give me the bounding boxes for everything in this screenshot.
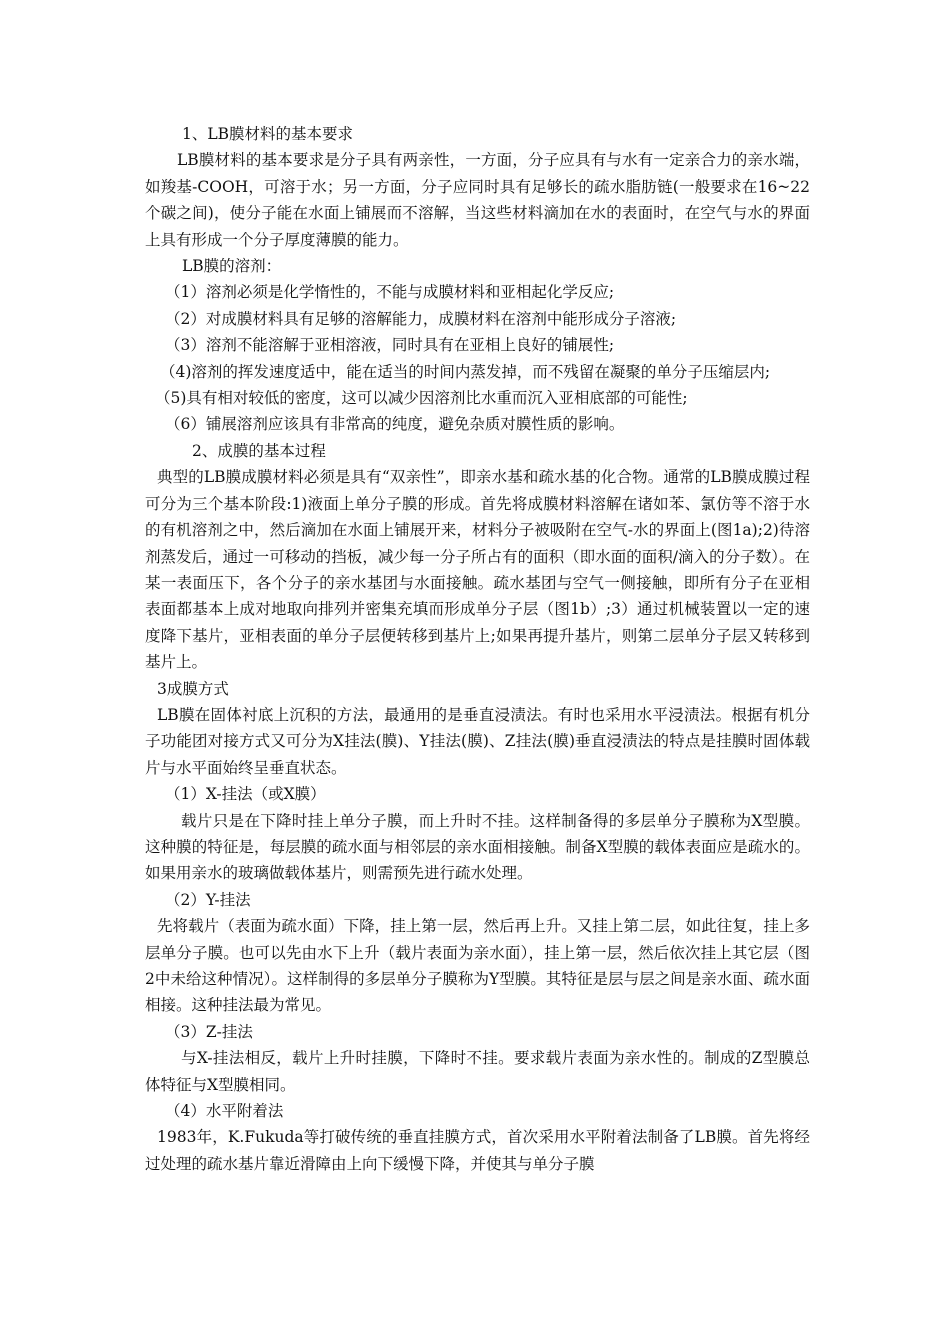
list-item-solvent-2: （2）对成膜材料具有足够的溶解能力，成膜材料在溶剂中能形成分子溶液; <box>165 309 677 328</box>
paragraph-film-methods: LB膜在固体衬底上沉积的方法，最通用的是垂直浸渍法。有时也采用水平浸渍法。根据有机分子功能团对接方式又可分为X挂法(膜)、Y挂法(膜)、Z挂法(膜)垂直浸渍法的特点是挂膜时固体载片与水平面始终呈垂直状态。 <box>145 705 810 777</box>
section-heading-2: 2、成膜的基本过程 <box>192 441 326 460</box>
subheading-solvent: LB膜的溶剂： <box>182 257 282 276</box>
document-body <box>145 121 810 1177</box>
paragraph-z-method: 与X-挂法相反，载片上升时挂膜，下降时不挂。要求载片表面为亲水性的。制成的Z型膜总体特征与X型膜相同。 <box>145 1049 810 1094</box>
paragraph-x-method: 载片只是在下降时挂上单分子膜，而上升时不挂。这样制备得的多层单分子膜称为X型膜。这种膜的特征是，每层膜的疏水面与相邻层的亲水面相接触。制备X型膜的载体表面应是疏水的。如果用亲水的玻璃做载体基片，则需预先进行疏水处理。 <box>145 811 810 883</box>
list-item-solvent-5: （5)具有相对较低的密度，这可以减少因溶剂比水重而沉入亚相底部的可能性; <box>155 389 688 408</box>
paragraph-lb-requirements: LB膜材料的基本要求是分子具有两亲性，一方面，分子应具有与水有一定亲合力的亲水端，如羧基-COOH，可溶于水；另一方面，分子应同时具有足够长的疏水脂肪链(一般要求在16~22个碳之间)，使分子能在水面上铺展而不溶解，当这些材料滴加在水的表面时，在空气与水的界面上具有形成一个分子厚度薄膜的能力。 <box>145 151 810 249</box>
subheading-x-method: （1）X-挂法（或X膜） <box>165 785 326 804</box>
section-heading-3: 3成膜方式 <box>157 679 229 698</box>
list-item-solvent-3: （3）溶剂不能溶解于亚相溶液，同时具有在亚相上良好的铺展性; <box>165 336 615 355</box>
section-heading-1: 1、LB膜材料的基本要求 <box>182 125 354 143</box>
paragraph-film-process: 典型的LB膜成膜材料必须是具有“双亲性”，即亲水基和疏水基的化合物。通常的LB膜成膜过程可分为三个基本阶段:1)液面上单分子膜的形成。首先将成膜材料溶解在诸如苯、氯仿等不溶于水的有机溶剂之中，然后滴加在水面上铺展开来，材料分子被吸附在空气-水的界面上(图1a);2)待溶剂蒸发后，通过一可移动的挡板，减少每一分子所占有的面积（即水面的面积/滴入的分子数）。在某一表面压下，各个分子的亲水基团与水面接触。疏水基团与空气一侧接触，即所有分子在亚相表面都基本上成对地取向排列并密集充填而形成单分子层（图1b）;3）通过机械装置以一定的速度降下基片，亚相表面的单分子层便转移到基片上;如果再提升基片，则第二层单分子层又转移到基片上。 <box>145 468 810 672</box>
subheading-horizontal-method: （4）水平附着法 <box>165 1102 284 1121</box>
subheading-y-method: （2）Y-挂法 <box>165 890 251 909</box>
list-item-solvent-1: （1）溶剂必须是化学惰性的，不能与成膜材料和亚相起化学反应; <box>165 283 615 302</box>
subheading-z-method: （3）Z-挂法 <box>165 1022 253 1041</box>
list-item-solvent-6: （6）铺展溶剂应该具有非常高的纯度，避免杂质对膜性质的影响。 <box>165 415 625 434</box>
list-item-solvent-4: （4)溶剂的挥发速度适中，能在适当的时间内蒸发掉，而不残留在凝聚的单分子压缩层内; <box>160 362 771 381</box>
paragraph-horizontal-method: 1983年，K.Fukuda等打破传统的垂直挂膜方式，首次采用水平附着法制备了LB膜。首先将经过处理的疏水基片靠近滑障由上向下缓慢下降，并使其与单分子膜 <box>145 1128 810 1173</box>
paragraph-y-method: 先将载片（表面为疏水面）下降，挂上第一层，然后再上升。又挂上第二层，如此往复，挂上多层单分子膜。也可以先由水下上升（载片表面为亲水面），挂上第一层，然后依次挂上其它层（图2中未给这种情况）。这样制得的多层单分子膜称为Y型膜。其特征是层与层之间是亲水面、疏水面相接。这种挂法最为常见。 <box>145 917 810 1015</box>
